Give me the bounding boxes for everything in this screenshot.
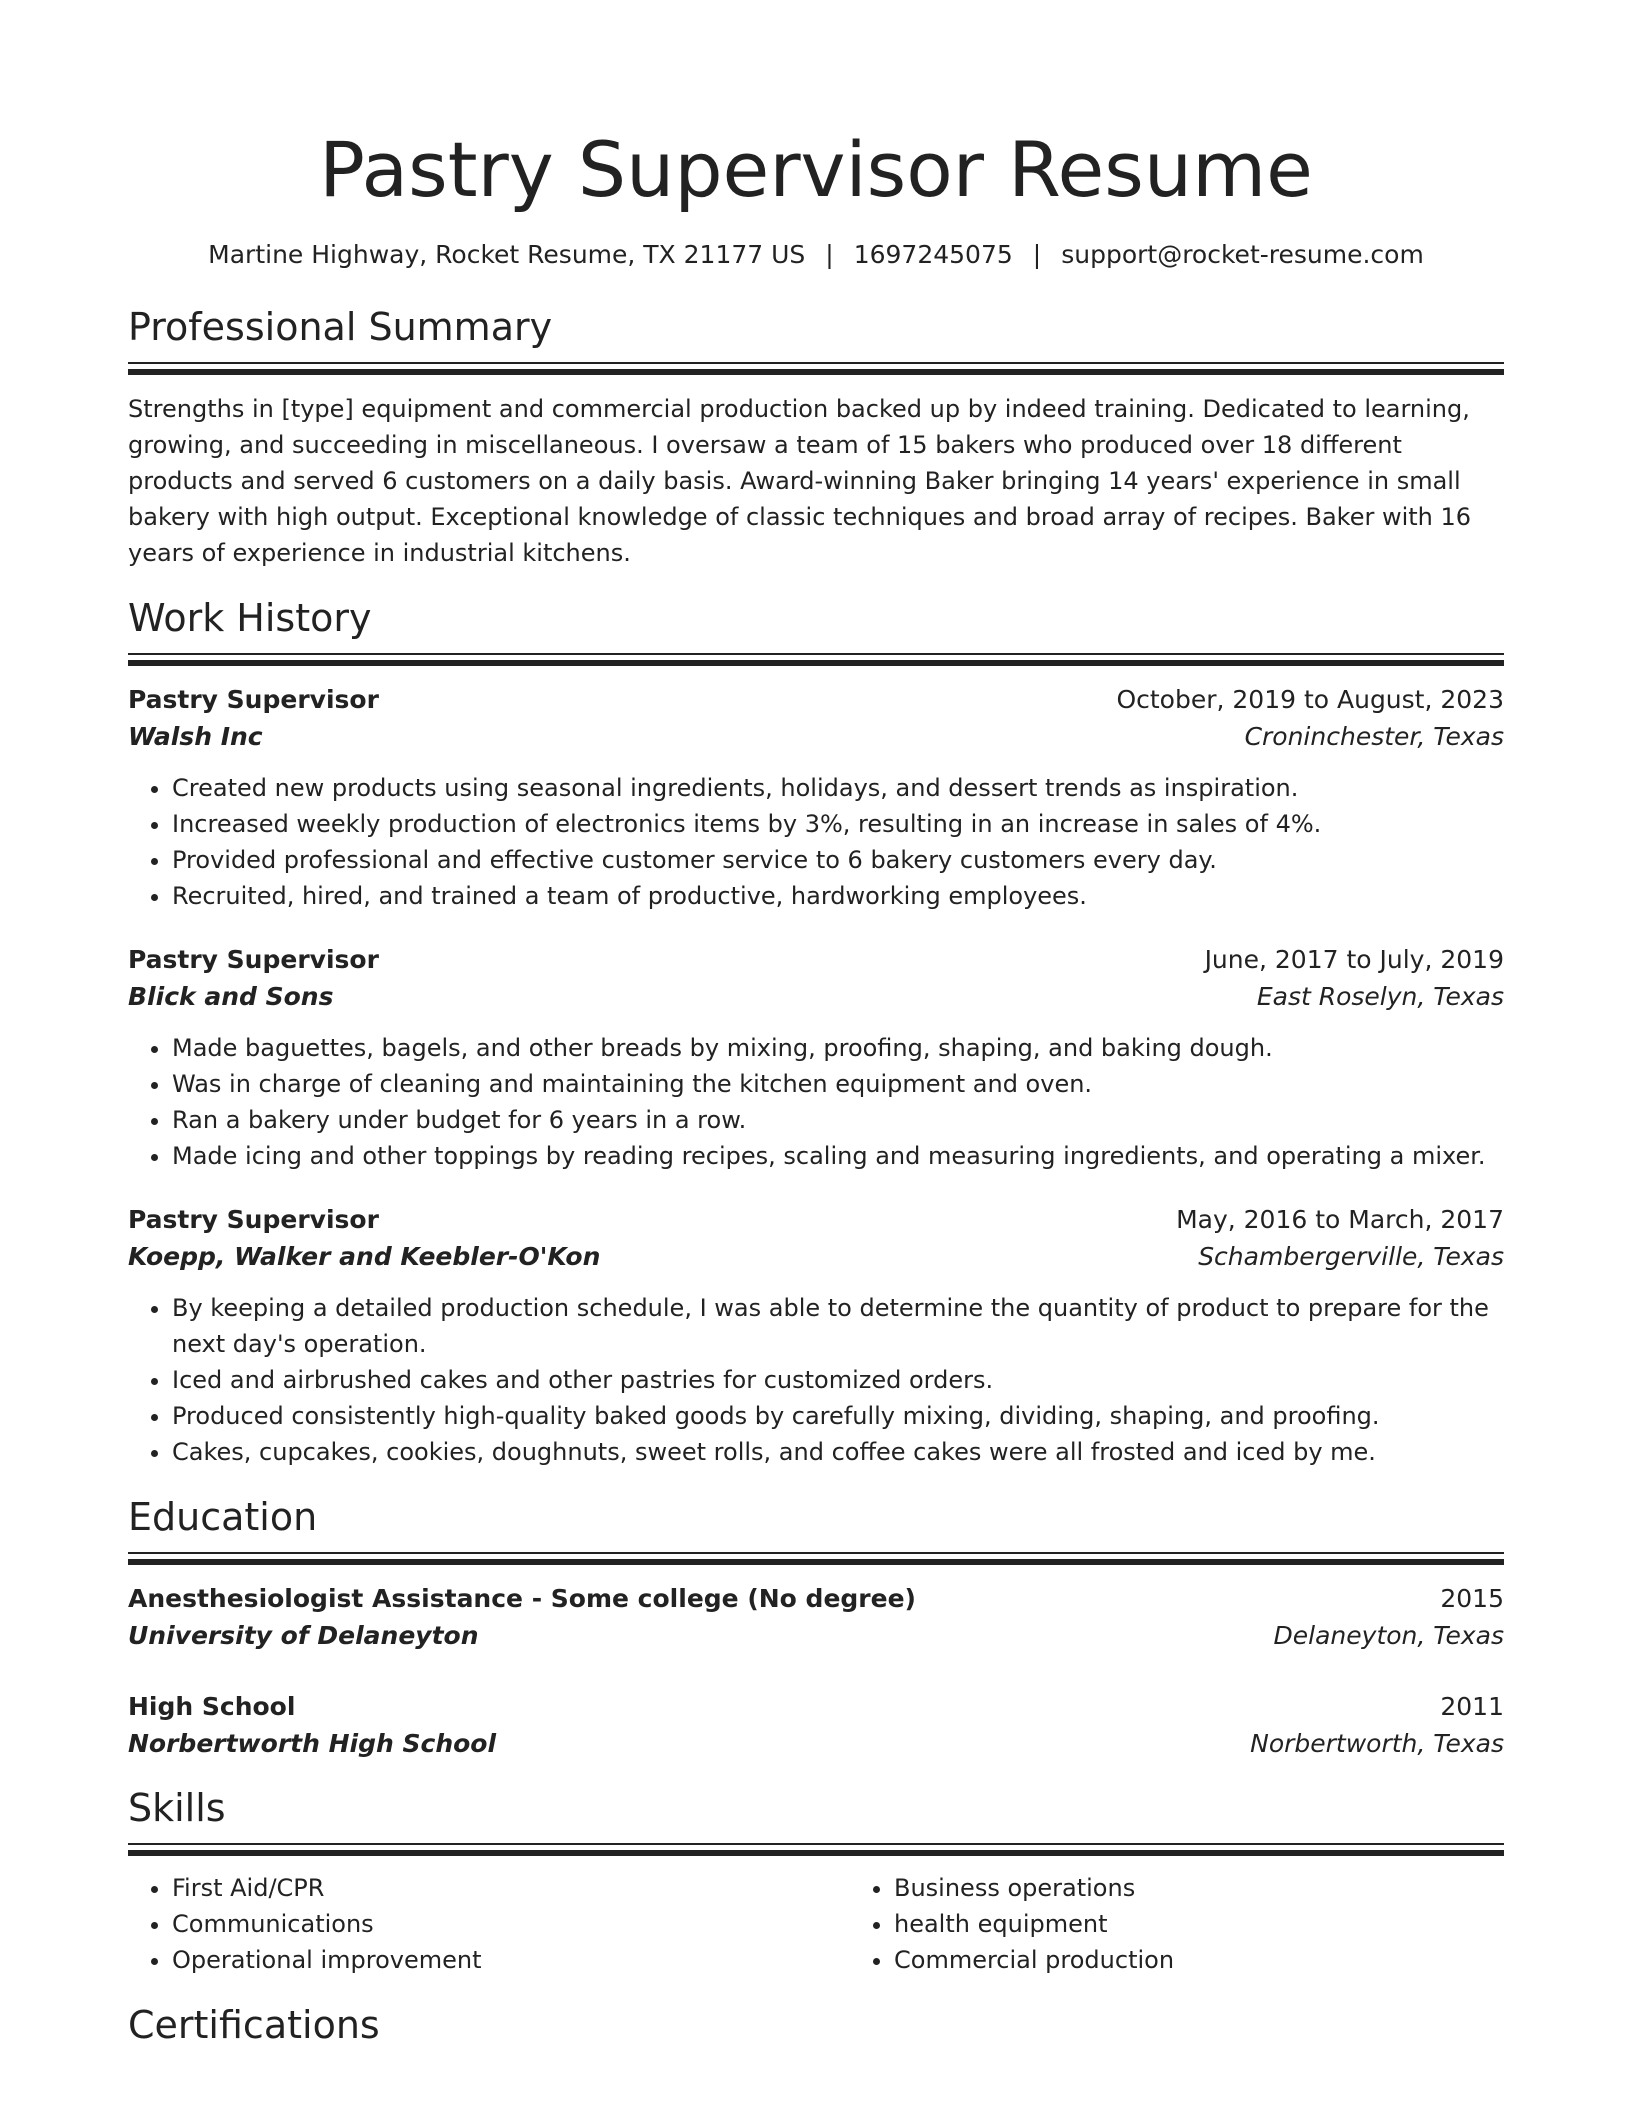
list-item: • Created new products using seasonal ingredients, holidays, and dessert trends as inspiration. [172,770,1504,806]
job-company-row [128,978,1504,1016]
section-rule-thin [128,1552,1504,1554]
education-section [128,1492,1504,1763]
job-dates: May, 2016 to March, 2017 [1176,1205,1504,1234]
job-company: Blick and Sons [128,982,334,1011]
education-school-row [128,1725,1504,1763]
contact-separator: | [1032,240,1042,269]
job-company: Koepp, Walker and Keebler-O'Kon [128,1242,601,1271]
job-entry [128,682,1504,914]
section-rule-thin [128,362,1504,364]
job-company: Walsh Inc [128,722,263,751]
skills-heading: Skills [128,1786,226,1830]
education-school: University of Delaneyton [128,1621,479,1650]
section-rule-thick [128,369,1504,375]
education-header [128,1689,1504,1725]
education-school: Norbertworth High School [128,1729,497,1758]
job-header [128,942,1504,978]
section-rule-thin [128,1843,1504,1845]
job-dates: October, 2019 to August, 2023 [1116,685,1504,714]
skills-left-list [128,1870,850,1978]
education-school-row [128,1617,1504,1655]
skills-section [128,1783,1504,1978]
list-item: • Commercial production [894,1942,1504,1978]
certifications-section [128,2000,1504,2050]
job-bullets [128,770,1504,914]
education-degree: Anesthesiologist Assistance - Some college (No degree) [128,1584,916,1613]
job-title: Pastry Supervisor [128,945,379,974]
contact-email: support@rocket-resume.com [1061,240,1424,269]
list-item: • Cakes, cupcakes, cookies, doughnuts, sweet rolls, and coffee cakes were all frosted and iced by me. [172,1434,1504,1470]
education-location: Norbertworth, Texas [1250,1729,1504,1758]
summary-section [128,302,1504,571]
list-item: • Iced and airbrushed cakes and other pastries for customized orders. [172,1362,1504,1398]
education-location: Delaneyton, Texas [1273,1621,1504,1650]
education-header [128,1581,1504,1617]
job-title: Pastry Supervisor [128,1205,379,1234]
job-bullets [128,1290,1504,1470]
job-location: Schambergerville, Texas [1198,1242,1504,1271]
education-year: 2015 [1440,1584,1504,1613]
education-heading: Education [128,1495,318,1539]
section-rule-thin [128,653,1504,655]
list-item: • Business operations [894,1870,1504,1906]
list-item: • Made icing and other toppings by reading recipes, scaling and measuring ingredients, and operating a mixer. [172,1138,1504,1174]
summary-text: Strengths in [type] equipment and commercial production backed up by indeed training. Dedicated to learning, growing, and succeeding in miscellaneous. I oversaw a team of 15 bakers who produced over 18 different products and served 6 customers on a daily basis. Award-winning Baker bringing 14 years' experience in small bakery with high output. Exceptional knowledge of classic techniques and broad array of recipes. Baker with 16 years of experience in industrial kitchens. [128,395,1472,567]
contact-address: Martine Highway, Rocket Resume, TX 21177 US [208,240,806,269]
list-item: • Operational improvement [172,1942,850,1978]
education-degree: High School [128,1692,296,1721]
contact-separator: | [825,240,834,269]
job-dates: June, 2017 to July, 2019 [1204,945,1504,974]
job-title: Pastry Supervisor [128,685,379,714]
work-section [128,593,1504,1470]
job-location: Croninchester, Texas [1244,722,1504,751]
list-item: • Ran a bakery under budget for 6 years in a row. [172,1102,1504,1138]
education-year: 2011 [1440,1692,1504,1721]
job-company-row [128,1238,1504,1276]
job-entry [128,1202,1504,1470]
list-item: • Was in charge of cleaning and maintaining the kitchen equipment and oven. [172,1066,1504,1102]
education-entry [128,1689,1504,1763]
job-header [128,1202,1504,1238]
list-item: • Increased weekly production of electronics items by 3%, resulting in an increase in sales of 4%. [172,806,1504,842]
certifications-heading: Certifications [128,2003,380,2047]
job-header [128,682,1504,718]
list-item: • Recruited, hired, and trained a team of productive, hardworking employees. [172,878,1504,914]
list-item: • Communications [172,1906,850,1942]
list-item: • First Aid/CPR [172,1870,850,1906]
education-entry [128,1581,1504,1655]
job-location: East Roselyn, Texas [1256,982,1504,1011]
page-title: Pastry Supervisor Resume [319,125,1313,214]
job-company-row [128,718,1504,756]
list-item: • Made baguettes, bagels, and other breads by mixing, proofing, shaping, and baking dough. [172,1030,1504,1066]
contact-line [128,238,1504,272]
list-item: • health equipment [894,1906,1504,1942]
skills-columns [128,1856,1504,1978]
resume-page [128,0,1504,2050]
skills-right-list [850,1870,1504,1978]
job-entry [128,942,1504,1174]
list-item: • By keeping a detailed production schedule, I was able to determine the quantity of product to prepare for the next day's operation. [172,1290,1504,1362]
section-rule-thick [128,1559,1504,1565]
summary-heading: Professional Summary [128,305,553,349]
list-item: • Produced consistently high-quality baked goods by carefully mixing, dividing, shaping, and proofing. [172,1398,1504,1434]
contact-phone: 1697245075 [853,240,1013,269]
list-item: • Provided professional and effective customer service to 6 bakery customers every day. [172,842,1504,878]
work-heading: Work History [128,596,372,640]
section-rule-thick [128,660,1504,666]
job-bullets [128,1030,1504,1174]
